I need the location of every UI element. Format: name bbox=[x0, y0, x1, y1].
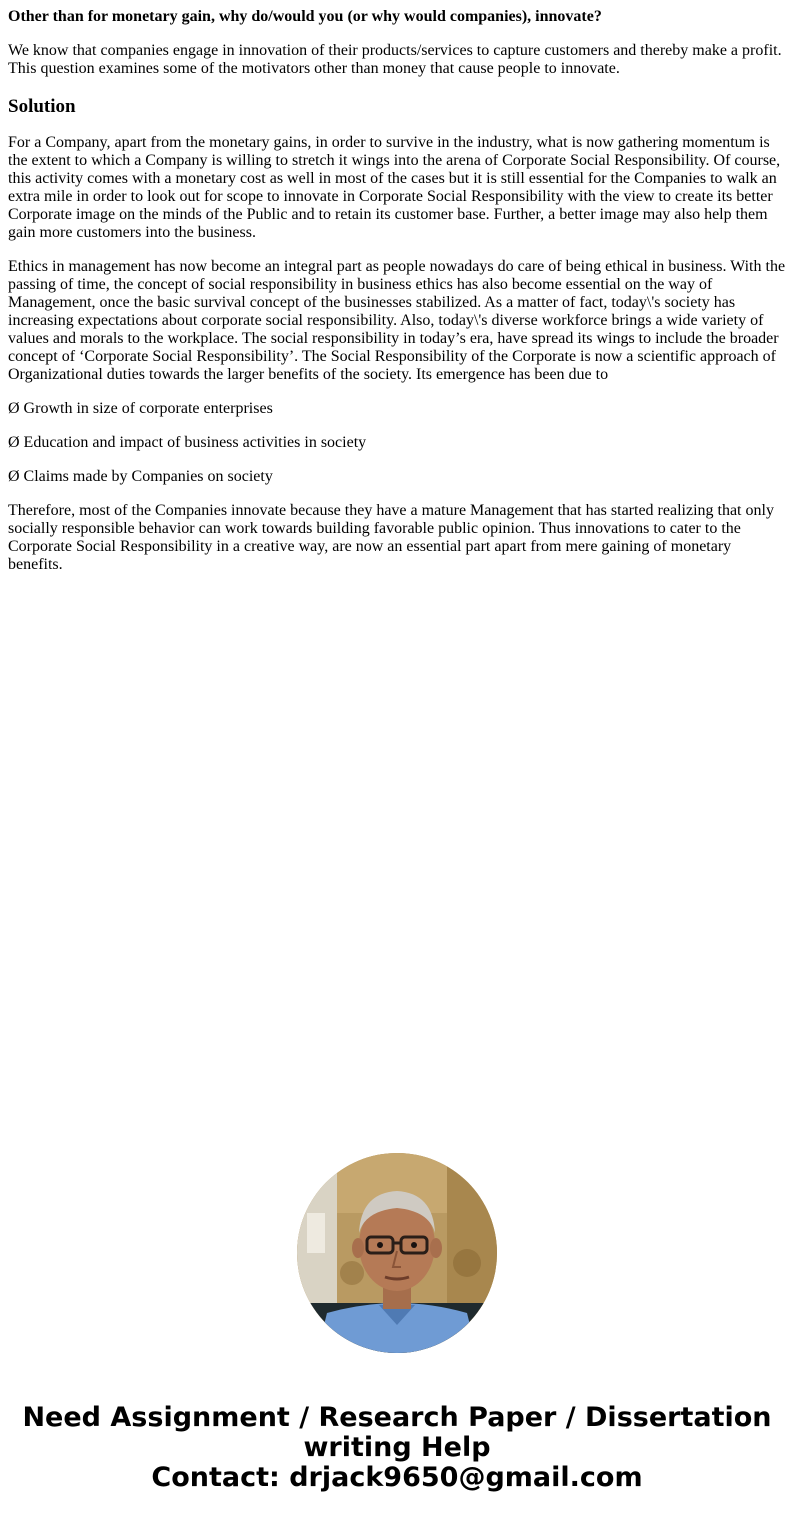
promo-line: Need Assignment / Research Paper / Dissertation bbox=[22, 1402, 772, 1433]
solution-bullet: Ø Education and impact of business activities in society bbox=[8, 434, 367, 451]
solution-paragraph: Ethics in management has now become an integral part as people nowadays do care of being ethical in business. With the passing of time, the concept of social responsibility in business ethics has also become essential on the way of Management, once the basic survival concept of the businesses stabilized. As a matter of fact, today\'s society has increasing expectations about corporate social responsibility. Also, today\'s diverse workforce brings a wide variety of values and morals to the workplace. The social responsibility in today’s era, have spread its wings to include the broader concept of ‘Corporate Social Responsibility’. The Social Responsibility of the Corporate is now a scientific approach of Organizational duties towards the larger benefits of the society. Its emergence has been due to bbox=[8, 258, 786, 383]
promo-contact: Contact: drjack9650@gmail.com bbox=[151, 1462, 643, 1493]
solution-bullet: Ø Growth in size of corporate enterprises bbox=[8, 400, 273, 417]
article bbox=[8, 0, 786, 574]
question-title: Other than for monetary gain, why do/would you (or why would companies), innovate? bbox=[8, 8, 602, 25]
promo-line: writing Help bbox=[303, 1432, 491, 1463]
solution-paragraph: For a Company, apart from the monetary gains, in order to survive in the industry, what is now gathering momentum is the extent to which a Company is willing to stretch it wings into the arena of Corporate Social Responsibility. Of course, this activity comes with a monetary cost as well in most of the cases but it is still essential for the Companies to walk an extra mile in order to look out for scope to innovate in Corporate Social Responsibility with the view to create its better Corporate image on the minds of the Public and to retain its customer base. Further, a better image may also help them gain more customers into the business. bbox=[8, 134, 781, 241]
solution-heading: Solution bbox=[8, 96, 76, 117]
person-portrait-icon bbox=[297, 1153, 497, 1353]
question-body: We know that companies engage in innovation of their products/services to capture customers and thereby make a profit. This question examines some of the motivators other than money that cause people to innovate. bbox=[8, 42, 782, 77]
solution-paragraph: Therefore, most of the Companies innovate because they have a mature Management that has started realizing that only socially responsible behavior can work towards building favorable public opinion. Thus innovations to cater to the Corporate Social Responsibility in a creative way, are now an essential part apart from mere gaining of monetary benefits. bbox=[8, 502, 774, 573]
solution-bullet: Ø Claims made by Companies on society bbox=[8, 468, 273, 485]
promo-banner bbox=[0, 1403, 794, 1493]
